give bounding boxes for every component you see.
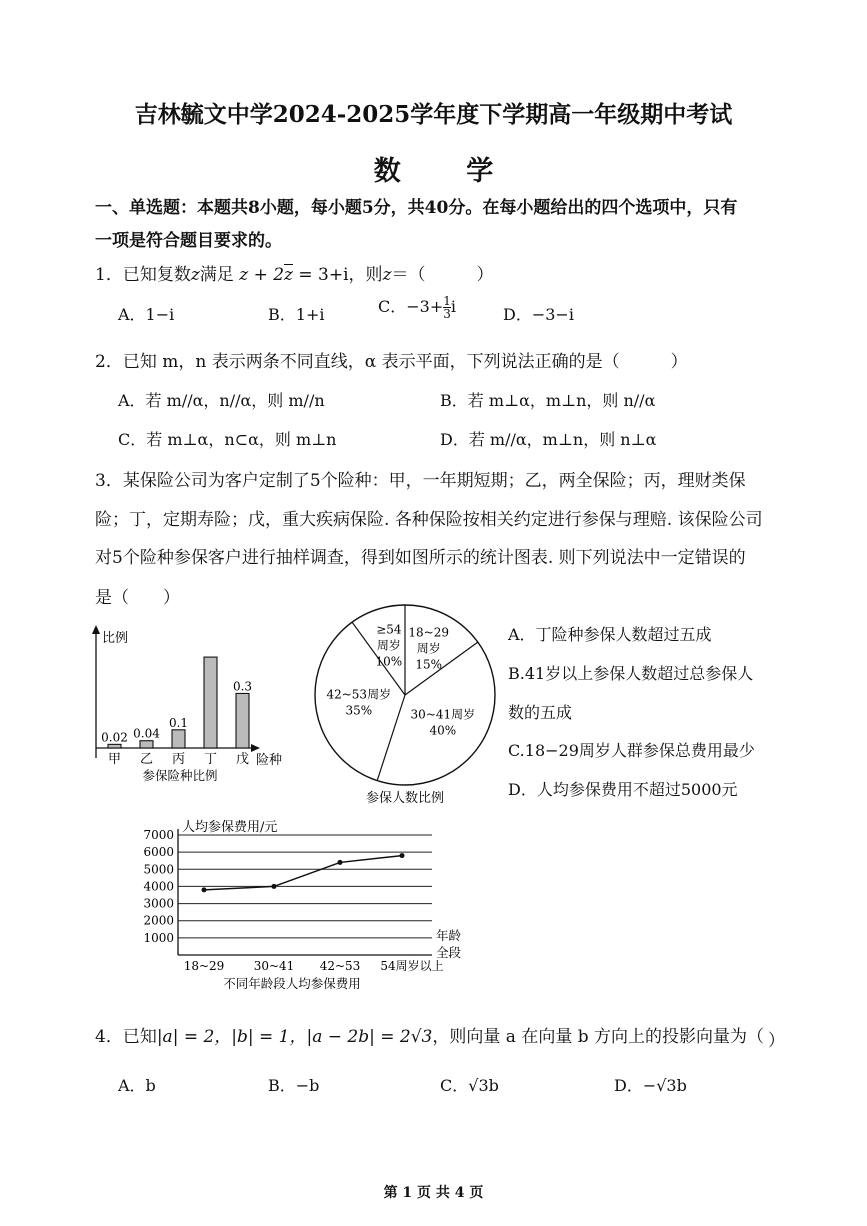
- bar-4: [236, 693, 249, 748]
- subject-title: 数 学: [373, 156, 522, 187]
- q2-option-b: B．若 m⊥α，m⊥n，则 n//α: [440, 391, 656, 410]
- bar-tick-4: 戊: [235, 752, 250, 767]
- q4-stem-close: ）: [768, 1031, 785, 1051]
- q3-option-d: D．人均参保费用不超过5000元: [508, 780, 738, 799]
- q3-stem-line3: 对5个险种参保客户进行抽样调查，得到如图所示的统计图表. 则下列说法中一定错误的: [95, 548, 746, 568]
- q1-option-b: B．1+i: [268, 305, 325, 324]
- pie-title: 参保人数比例: [365, 791, 445, 806]
- line-ytick-3: 4000: [143, 879, 174, 894]
- q4-option-c: C．√3b: [440, 1076, 499, 1095]
- q3-option-b-line2: 数的五成: [508, 703, 573, 722]
- bar-tick-2: 丙: [171, 752, 186, 767]
- bar-data-label-1: 0.04: [133, 726, 160, 741]
- q1-option-c: C．−3+ $\frac{1}{3}$ i: [378, 294, 457, 321]
- bar-data-label-2: 0.1: [168, 715, 189, 730]
- line-ytick-6: 7000: [143, 828, 174, 842]
- pie-slice-label-3-2: 10%: [375, 654, 403, 669]
- line-series: [204, 856, 402, 890]
- line-ytick-5: 6000: [143, 845, 174, 860]
- bar-chart: [88, 620, 298, 790]
- pie-chart: [310, 600, 500, 815]
- line-xlabel-a: 年龄: [436, 928, 462, 943]
- bar-tick-0: 甲: [107, 752, 122, 767]
- q1-option-a: A．1−i: [118, 305, 175, 324]
- q4-stem: 4．已知|a| = 2，|b| = 1，|a − 2b| = 2√3，则向量 a 在向量 b 方向上的投影向量为（: [95, 1027, 765, 1047]
- q1-stem: 1．已知复数z满足 $z + 2\overline{z} = 3+i$，则z＝（ ）: [95, 265, 494, 285]
- line-xtick-1: 30~41: [253, 959, 295, 973]
- line-xtick-2: 42~53: [319, 959, 361, 973]
- bar-0: [108, 744, 121, 748]
- line-ytick-0: 1000: [143, 930, 174, 945]
- pie-slice-label-0-1: 周岁: [416, 641, 441, 656]
- bar-1: [140, 741, 153, 748]
- line-point-0: [202, 887, 207, 892]
- bar-2: [172, 730, 185, 748]
- bar-data-label-0: 0.02: [101, 730, 128, 745]
- q3-stem-line2: 险；丁，定期寿险；戊，重大疾病保险. 各种保险按相关约定进行参保与理赔. 该保险公司: [95, 510, 763, 530]
- pie-slice-label-0-0: 18~29: [408, 625, 449, 640]
- line-point-1: [272, 884, 277, 889]
- line-ytick-4: 5000: [143, 862, 174, 877]
- line-title: 不同年龄段人均参保费用: [223, 976, 361, 991]
- pie-slice-label-1-0: 30~41周岁: [410, 707, 476, 722]
- bar-xlabel: 险种: [256, 753, 283, 768]
- pie-slice-label-0-2: 15%: [415, 657, 443, 672]
- q4-option-a: A．b: [118, 1076, 156, 1095]
- line-ylabel: 人均参保费用/元: [182, 820, 278, 835]
- q3-stem-line4: 是（ ）: [95, 588, 180, 608]
- line-xtick-3: 54周岁以上: [380, 959, 444, 973]
- pie-slice-label-1-1: 40%: [429, 723, 457, 738]
- q2-option-d: D．若 m//α，m⊥n，则 n⊥α: [440, 430, 657, 449]
- bar-data-label-4: 0.3: [232, 679, 253, 694]
- line-point-3: [400, 853, 405, 858]
- line-xtick-0: 18~29: [183, 959, 225, 973]
- pie-slice-label-3-0: ≥54: [376, 622, 402, 637]
- bar-tick-3: 丁: [203, 752, 218, 767]
- line-xlabel-b: 全段: [436, 945, 462, 960]
- section-heading-line1: 一、单选题：本题共8小题，每小题5分，共40分。在每小题给出的四个选项中，只有: [95, 198, 738, 218]
- q2-option-a: A．若 m//α，n//α，则 m//n: [118, 391, 325, 410]
- q3-stem-line1: 3．某保险公司为客户定制了5个险种：甲，一年期短期；乙，两全保险；丙，理财类保: [95, 471, 746, 491]
- bar-tick-1: 乙: [139, 752, 154, 767]
- q3-option-c: C.18−29周岁人群参保总费用最少: [508, 741, 755, 760]
- page-footer: 第 1 页 共 4 页: [383, 1185, 484, 1201]
- pie-slice-label-3-1: 周岁: [376, 638, 401, 653]
- q3-option-a: A．丁险种参保人数超过五成: [508, 625, 712, 644]
- bar-title: 参保险种比例: [142, 768, 218, 783]
- line-chart: [112, 815, 472, 995]
- q2-stem: 2．已知 m，n 表示两条不同直线，α 表示平面，下列说法正确的是（ ）: [95, 352, 688, 372]
- pie-slice-label-2-1: 35%: [345, 703, 373, 718]
- line-ytick-2: 3000: [143, 896, 174, 911]
- q4-option-d: D．−√3b: [614, 1076, 687, 1095]
- line-ytick-1: 2000: [143, 913, 174, 928]
- section-heading-line2: 一项是符合题目要求的。: [95, 231, 282, 251]
- line-point-2: [338, 860, 343, 865]
- q1-option-d: D．−3−i: [503, 305, 574, 324]
- exam-title: 吉林毓文中学2024-2025学年度下学期高一年级期中考试: [134, 101, 733, 128]
- q4-option-b: B．−b: [268, 1076, 320, 1095]
- q2-option-c: C．若 m⊥α，n⊂α，则 m⊥n: [118, 430, 337, 449]
- bar-ylabel: 比例: [102, 631, 129, 646]
- bar-3: [204, 657, 217, 748]
- bar-x-arrow: [251, 744, 260, 752]
- q3-option-b-line1: B.41岁以上参保人数超过总参保人: [508, 664, 754, 683]
- pie-slice-label-2-0: 42~53周岁: [326, 687, 392, 702]
- bar-y-arrow: [92, 625, 100, 634]
